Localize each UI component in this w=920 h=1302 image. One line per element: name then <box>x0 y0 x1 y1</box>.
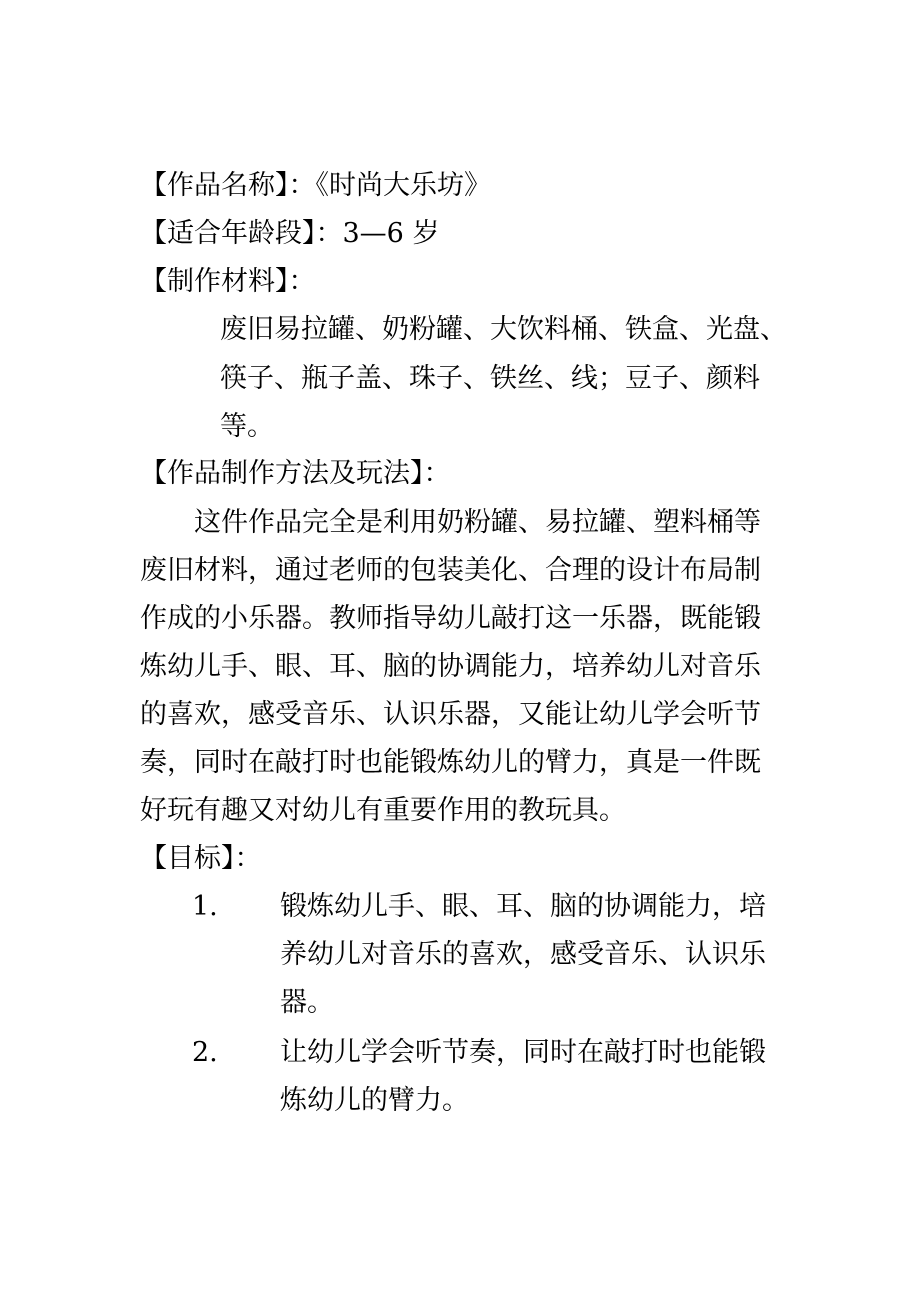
method-text-line: 这件作品完全是利用奶粉罐、易拉罐、塑料桶等 <box>194 507 761 538</box>
materials-heading: 【制作材料】： <box>140 266 316 297</box>
age-range-label: 【适合年龄段】： <box>140 218 343 249</box>
materials-text-line: 废旧易拉罐、奶粉罐、大饮料桶、铁盒、光盘、 <box>220 314 787 345</box>
goal-text-line: 锻炼幼儿手、眼、耳、脑的协调能力，培 <box>280 891 766 922</box>
work-title-value: 《时尚大乐坊》 <box>315 170 491 201</box>
method-text-line: 作成的小乐器。教师指导幼儿敲打这一乐器，既能锻 <box>140 603 761 634</box>
method-text-line: 好玩有趣又对幼儿有重要作用的教玩具。 <box>140 795 626 826</box>
work-title-line <box>0 170 920 202</box>
goal-text-line: 器。 <box>280 987 334 1018</box>
goal-text-line: 让幼儿学会听节奏，同时在敲打时也能锻 <box>280 1037 766 1068</box>
goal-text-line: 养幼儿对音乐的喜欢，感受音乐、认识乐 <box>280 939 766 970</box>
method-heading: 【作品制作方法及玩法】： <box>140 458 451 489</box>
materials-text-line: 筷子、瓶子盖、珠子、铁丝、线；豆子、颜料 <box>220 363 760 394</box>
work-title-label: 【作品名称】： <box>140 170 316 201</box>
method-text-line: 废旧材料，通过老师的包装美化、合理的设计布局制 <box>140 555 761 586</box>
goal-number: 2. <box>192 1037 218 1068</box>
goal-text-line: 炼幼儿的臂力。 <box>280 1085 469 1116</box>
method-text-line: 炼幼儿手、眼、耳、脑的协调能力，培养幼儿对音乐 <box>140 651 761 682</box>
goal-number: 1. <box>192 891 218 922</box>
goal-item-2 <box>0 1037 920 1069</box>
goals-heading: 【目标】： <box>140 843 262 874</box>
materials-text-line: 等。 <box>220 411 274 442</box>
age-range-value: 3—6 岁 <box>342 218 440 249</box>
method-text-line: 奏，同时在敲打时也能锻炼幼儿的臂力，真是一件既 <box>140 747 761 778</box>
method-text-line: 的喜欢，感受音乐、认识乐器，又能让幼儿学会听节 <box>140 699 761 730</box>
age-range-line <box>0 218 920 250</box>
goal-item-1 <box>0 891 920 923</box>
